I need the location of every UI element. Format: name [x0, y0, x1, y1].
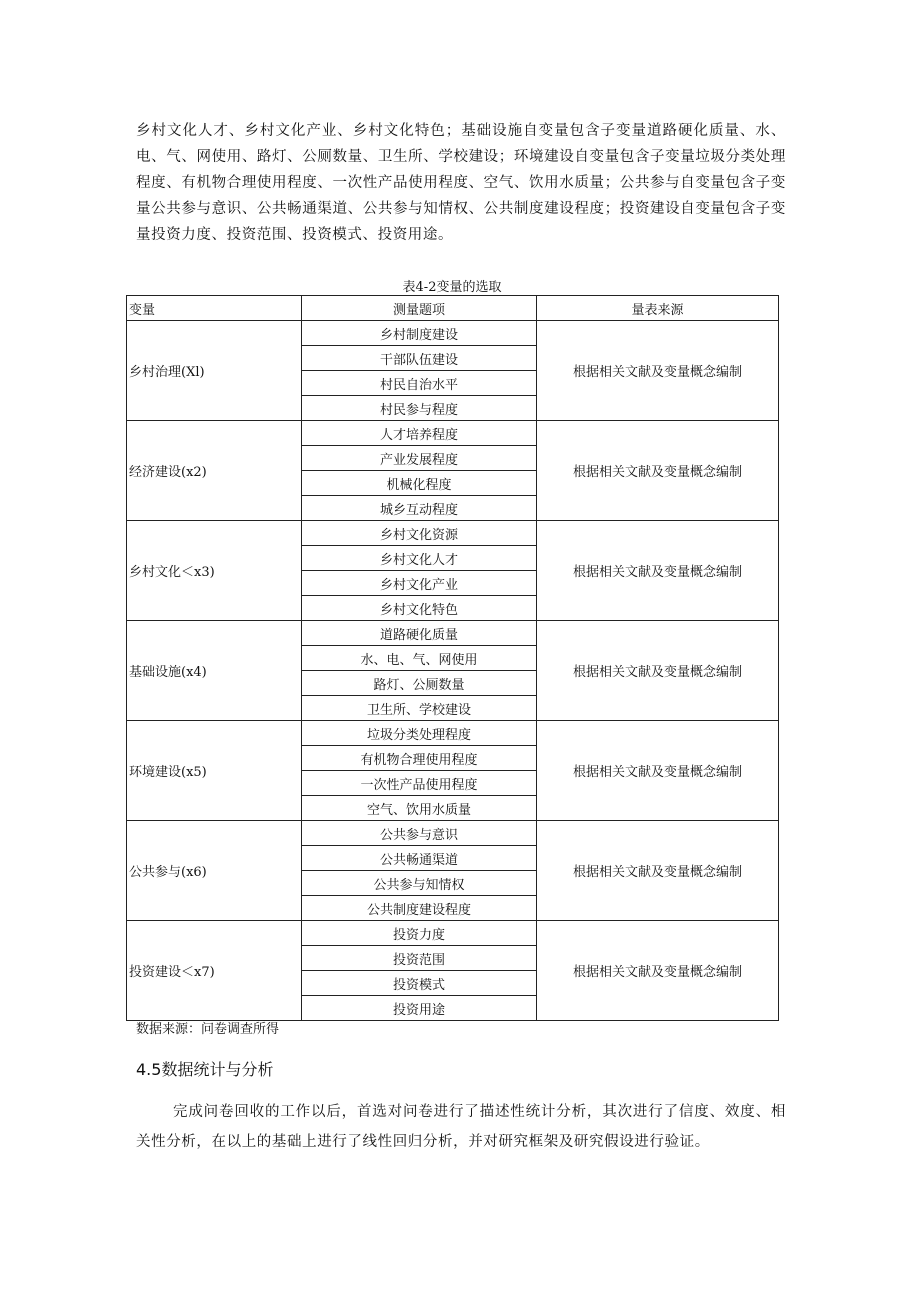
measure-item: 投资范围 [302, 946, 537, 971]
table-row [127, 721, 779, 746]
scale-source: 根据相关文献及变量概念编制 [537, 721, 779, 821]
measure-item: 村民参与程度 [302, 396, 537, 421]
measure-item: 产业发展程度 [302, 446, 537, 471]
measure-item: 垃圾分类处理程度 [302, 721, 537, 746]
section-heading: 4.5数据统计与分析 [136, 1060, 274, 1079]
variable-name: 投资建设＜x7) [127, 921, 302, 1021]
table-header-row [127, 296, 779, 321]
measure-item: 乡村文化人才 [302, 546, 537, 571]
scale-source: 根据相关文献及变量概念编制 [537, 521, 779, 621]
measure-item: 投资力度 [302, 921, 537, 946]
measure-item: 公共参与意识 [302, 821, 537, 846]
measure-item: 公共制度建设程度 [302, 896, 537, 921]
variable-name: 乡村治理(Xl) [127, 321, 302, 421]
measure-item: 投资用途 [302, 996, 537, 1021]
measure-item: 机械化程度 [302, 471, 537, 496]
measure-item: 乡村文化产业 [302, 571, 537, 596]
measure-item: 道路硬化质量 [302, 621, 537, 646]
measure-item: 公共参与知情权 [302, 871, 537, 896]
table-row [127, 521, 779, 546]
measure-item: 路灯、公厕数量 [302, 671, 537, 696]
scale-source: 根据相关文献及变量概念编制 [537, 421, 779, 521]
measure-item: 水、电、气、网使用 [302, 646, 537, 671]
table-row [127, 821, 779, 846]
measure-item: 投资模式 [302, 971, 537, 996]
scale-source: 根据相关文献及变量概念编制 [537, 621, 779, 721]
measure-item: 公共畅通渠道 [302, 846, 537, 871]
header-items: 测量题项 [302, 296, 537, 321]
table-row [127, 321, 779, 346]
measure-item: 人才培养程度 [302, 421, 537, 446]
variable-table [126, 295, 779, 1021]
measure-item: 空气、饮用水质量 [302, 796, 537, 821]
measure-item: 一次性产品使用程度 [302, 771, 537, 796]
variable-name: 乡村文化＜x3) [127, 521, 302, 621]
header-source: 量表来源 [537, 296, 779, 321]
variable-name: 公共参与(x6) [127, 821, 302, 921]
intro-paragraph: 乡村文化人才、乡村文化产业、乡村文化特色；基础设施自变量包含子变量道路硬化质量、水、电、气、网使用、路灯、公厕数量、卫生所、学校建设；环境建设自变量包含子变量垃圾分类处理程度、有机物合理使用程度、一次性产品使用程度、空气、饮用水质量；公共参与自变量包含子变量公共参与意识、公共畅通渠道、公共参与知情权、公共制度建设程度；投资建设自变量包含子变量投资力度、投资范围、投资模式、投资用途。 [136, 123, 786, 243]
measure-item: 乡村制度建设 [302, 321, 537, 346]
variable-name: 环境建设(x5) [127, 721, 302, 821]
scale-source: 根据相关文献及变量概念编制 [537, 921, 779, 1021]
measure-item: 城乡互动程度 [302, 496, 537, 521]
measure-item: 乡村文化资源 [302, 521, 537, 546]
table-row [127, 421, 779, 446]
body-paragraph: 完成问卷回收的工作以后，首选对问卷进行了描述性统计分析，其次进行了信度、效度、相关性分析，在以上的基础上进行了线性回归分析，并对研究框架及研究假设进行验证。 [136, 1104, 786, 1150]
measure-item: 村民自治水平 [302, 371, 537, 396]
scale-source: 根据相关文献及变量概念编制 [537, 821, 779, 921]
table-body [127, 321, 779, 1021]
measure-item: 乡村文化特色 [302, 596, 537, 621]
scale-source: 根据相关文献及变量概念编制 [537, 321, 779, 421]
data-source-note: 数据来源：问卷调查所得 [136, 1022, 280, 1037]
table-caption: 表4-2变量的选取 [402, 280, 502, 295]
variable-name: 经济建设(x2) [127, 421, 302, 521]
variable-name: 基础设施(x4) [127, 621, 302, 721]
table-row [127, 921, 779, 946]
measure-item: 卫生所、学校建设 [302, 696, 537, 721]
table-row [127, 621, 779, 646]
measure-item: 干部队伍建设 [302, 346, 537, 371]
measure-item: 有机物合理使用程度 [302, 746, 537, 771]
header-variable: 变量 [127, 296, 302, 321]
